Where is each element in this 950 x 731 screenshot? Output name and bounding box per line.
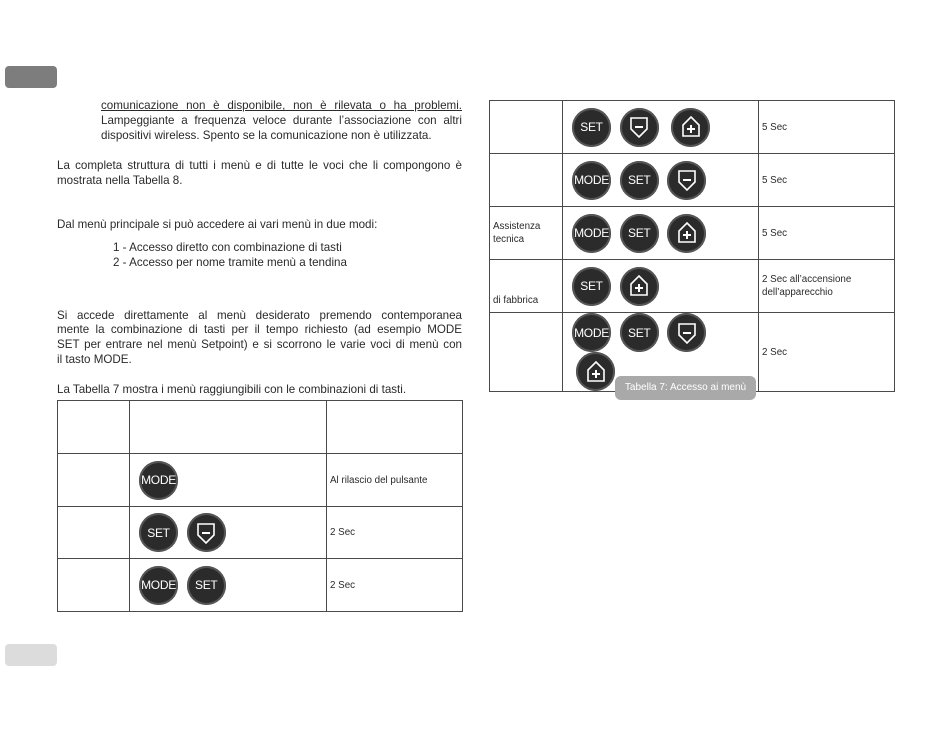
table-row bbox=[490, 207, 895, 260]
menu-name-cell bbox=[58, 401, 130, 454]
table-row bbox=[58, 507, 463, 559]
menu-name-cell: Assistenza tecnica bbox=[490, 207, 563, 260]
set-button-icon: SET bbox=[572, 108, 611, 147]
mode-button-icon: MODE bbox=[572, 214, 611, 253]
minus-down-button-icon bbox=[667, 313, 706, 352]
menu-name-cell bbox=[58, 507, 130, 559]
set-button-icon: SET bbox=[572, 267, 611, 306]
menu-name-cell: di fabbrica bbox=[490, 260, 563, 313]
plus-up-button-icon bbox=[667, 214, 706, 253]
mode-button-icon: MODE bbox=[139, 461, 178, 500]
para4-line2: mente la combinazione di tasti per il tempo richiesto (ad esempio MODE bbox=[57, 323, 462, 336]
mode-button-icon: MODE bbox=[139, 566, 178, 605]
menu-name-cell bbox=[490, 154, 563, 207]
time-cell: 2 Sec bbox=[327, 507, 463, 559]
set-button-icon: SET bbox=[620, 214, 659, 253]
button-combo-cell bbox=[130, 559, 327, 612]
time-cell: 2 Sec bbox=[327, 559, 463, 612]
minus-down-button-icon bbox=[187, 513, 226, 552]
time-cell: 5 Sec bbox=[759, 154, 895, 207]
table-row bbox=[490, 101, 895, 154]
time-cell: 2 Sec all’accensione dell’apparecchio bbox=[759, 260, 895, 313]
menu-name-cell bbox=[58, 454, 130, 507]
table-row bbox=[58, 401, 463, 454]
para4-line1: Si accede direttamente al menù desiderato premendo contemporanea bbox=[57, 309, 462, 322]
table-caption: Tabella 7: Accesso ai menù bbox=[615, 376, 756, 400]
set-button-icon: SET bbox=[139, 513, 178, 552]
plus-up-button-icon bbox=[576, 352, 615, 391]
side-tab-bottom bbox=[5, 644, 57, 666]
button-combo-cell bbox=[130, 507, 327, 559]
button-combo-cell bbox=[563, 154, 759, 207]
para1-line1: comunicazione non è disponibile, non è rilevata o ha problemi. bbox=[101, 99, 462, 112]
para2-line2: mostrata nella Tabella 8. bbox=[57, 174, 183, 187]
menu-name-cell bbox=[58, 559, 130, 612]
para4-line3: SET per entrare nel menù Setpoint) e si scorrono le varie voci di menù con bbox=[57, 338, 462, 351]
plus-up-button-icon bbox=[671, 108, 710, 147]
time-cell: 5 Sec bbox=[759, 101, 895, 154]
button-combo-cell bbox=[563, 207, 759, 260]
set-button-icon: SET bbox=[620, 313, 659, 352]
time-cell: 2 Sec bbox=[759, 313, 895, 392]
set-button-icon: SET bbox=[620, 161, 659, 200]
menu-name-cell bbox=[490, 313, 563, 392]
table-row bbox=[58, 454, 463, 507]
para5: La Tabella 7 mostra i menù raggiungibili con le combinazioni di tasti. bbox=[57, 383, 407, 396]
menu-name-cell bbox=[490, 101, 563, 154]
mode-button-icon: MODE bbox=[572, 313, 611, 352]
button-combo-cell bbox=[130, 454, 327, 507]
time-cell: Al rilascio del pulsante bbox=[327, 454, 463, 507]
table-row bbox=[490, 154, 895, 207]
side-tab-top bbox=[5, 66, 57, 88]
time-cell: 5 Sec bbox=[759, 207, 895, 260]
minus-down-button-icon bbox=[667, 161, 706, 200]
mode-button-icon: MODE bbox=[572, 161, 611, 200]
table-row bbox=[490, 260, 895, 313]
button-combo-cell bbox=[563, 101, 759, 154]
list-item-2: 2 - Accesso per nome tramite menù a tendina bbox=[113, 256, 347, 269]
para1-line3: dispositivi wireless. Spento se la comunicazione non è utilizzata. bbox=[101, 129, 432, 142]
para4-line4: il tasto MODE. bbox=[57, 353, 132, 366]
left-menu-table bbox=[57, 400, 463, 612]
para1-line2: Lampeggiante a frequenza veloce durante l’associazione con altri bbox=[101, 114, 462, 127]
para3: Dal menù principale si può accedere ai vari menù in due modi: bbox=[57, 218, 378, 231]
minus-down-button-icon bbox=[620, 108, 659, 147]
set-button-icon: SET bbox=[187, 566, 226, 605]
right-menu-table bbox=[489, 100, 895, 392]
list-item-1: 1 - Accesso diretto con combinazione di tasti bbox=[113, 241, 342, 254]
para2-line1: La completa struttura di tutti i menù e di tutte le voci che li compongono è bbox=[57, 159, 462, 172]
button-combo-cell bbox=[130, 401, 327, 454]
table-row bbox=[58, 559, 463, 612]
button-combo-cell bbox=[563, 260, 759, 313]
time-cell bbox=[327, 401, 463, 454]
plus-up-button-icon bbox=[620, 267, 659, 306]
